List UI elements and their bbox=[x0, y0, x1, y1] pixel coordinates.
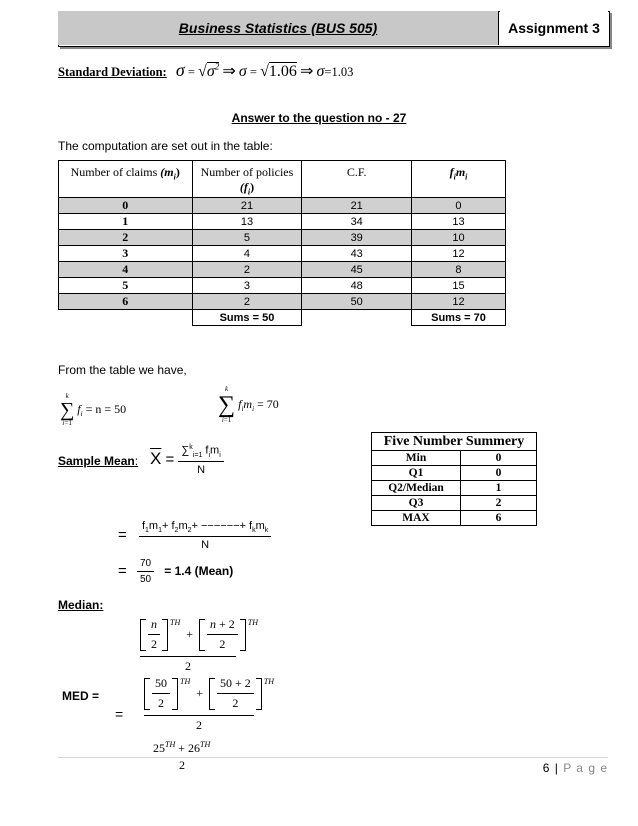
table-row: 0 21 21 0 bbox=[59, 198, 506, 214]
sum-f-formula: k ∑ i=1 $f_i = n = 50$ bbox=[60, 392, 127, 427]
std-dev-value: 1.06 bbox=[268, 63, 297, 80]
course-title: Business Statistics (BUS 505) bbox=[58, 11, 499, 45]
std-dev-label: Standard Deviation: bbox=[58, 65, 167, 79]
table-row: 5 3 48 15 bbox=[59, 278, 506, 294]
summary-row: MAX 6 bbox=[372, 511, 537, 526]
question-title: Answer to the question no - 27 bbox=[231, 111, 407, 125]
col-header-policies: Number of policies $(f_i)$ bbox=[192, 161, 302, 198]
sum-f: Sums = 50 bbox=[192, 310, 302, 326]
median-simplified: 25TH + 26TH 2 bbox=[153, 740, 211, 772]
from-table-text: From the table we have, bbox=[58, 363, 187, 377]
five-number-title: Five Number Summery bbox=[372, 433, 537, 451]
table-row: 4 2 45 8 bbox=[59, 262, 506, 278]
mean-expansion: = $\frac{f_1m_1+ f_2m_2+ ------+ f_km_k}{N}$ bbox=[118, 520, 271, 551]
table-row: 1 13 34 13 bbox=[59, 214, 506, 230]
five-number-summary bbox=[371, 432, 537, 526]
std-dev-result: =1.03 bbox=[324, 65, 354, 79]
table-sums-row bbox=[59, 310, 506, 326]
col-header-claims: Number of claims $(m_i)$ bbox=[59, 161, 193, 198]
page-word: P a g e bbox=[563, 761, 608, 775]
med-equals-sign: = bbox=[115, 706, 124, 722]
summary-row: Q2/Median 1 bbox=[372, 481, 537, 496]
mean-formula: $\overline{X}$ = $\frac{\sum^k_{i=1} f_im_i}{N}$ bbox=[150, 444, 224, 476]
table-row: 3 4 43 12 bbox=[59, 246, 506, 262]
table-header-row bbox=[59, 161, 506, 198]
mean-result: = $\frac{70}{50}$ = 1.4 (Mean) bbox=[118, 558, 234, 585]
median-formula: $\frac{n}{2}$ $^{TH}$ + $\frac{n + 2}{2}$ $^{TH}$ 2 bbox=[140, 617, 258, 674]
median-substituted: $\frac{50}{2}$ $^{TH}$ + $\frac{50 + 2}{2}$ $^{TH}$ 2 bbox=[144, 676, 274, 733]
table-row: 6 2 50 12 bbox=[59, 294, 506, 310]
footer-divider bbox=[58, 757, 608, 758]
summary-row: Q1 0 bbox=[372, 466, 537, 481]
sum-fm: Sums = 70 bbox=[411, 310, 505, 326]
assignment-label: Assignment 3 bbox=[500, 11, 608, 45]
sum-fm-formula: k ∑ i=1 $f_im_i = 70$ bbox=[218, 385, 279, 424]
computation-table bbox=[58, 160, 506, 326]
std-dev-line: Standard Deviation: $\sigma = √\sigma^2$ ⇒ σ = √1.06 ⇒ σ=1.03 bbox=[58, 60, 354, 80]
median-label: Median: bbox=[58, 598, 104, 612]
page-number: 6 bbox=[542, 761, 551, 775]
page-footer: 6 | P a g e bbox=[542, 761, 608, 775]
intro-text: The computation are set out in the table: bbox=[58, 139, 273, 153]
sample-mean-label: Sample Mean: bbox=[58, 454, 139, 468]
summary-row: Q3 2 bbox=[372, 496, 537, 511]
table-row: 2 5 39 10 bbox=[59, 230, 506, 246]
col-header-fm: $f_im_i$ bbox=[411, 161, 505, 198]
med-equals-label: MED = bbox=[62, 689, 100, 703]
col-header-cf: C.F. bbox=[302, 161, 412, 198]
summary-row: Min 0 bbox=[372, 451, 537, 466]
